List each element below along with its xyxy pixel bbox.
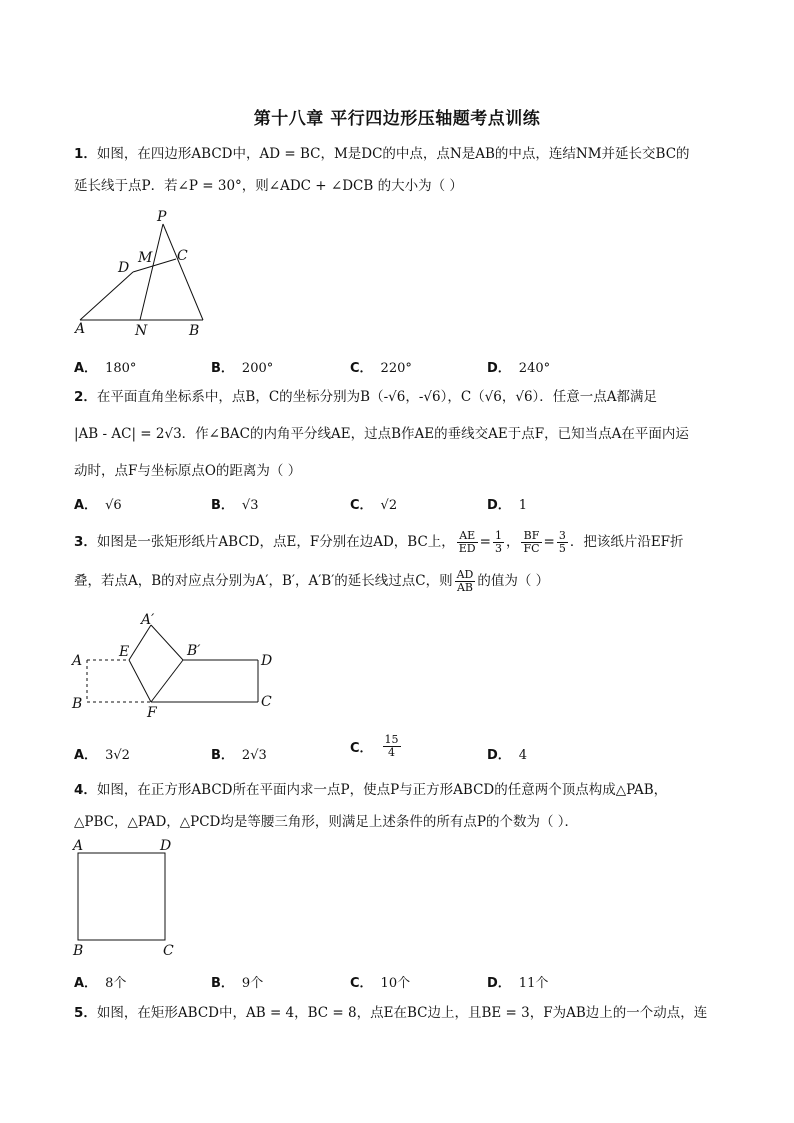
q2-text-1: 在平面直角坐标系中，点B，C的坐标分别为B（-√6，-√6），C（√6，√6）．任意一点A都满足 xyxy=(96,389,658,405)
q1-label-m: M xyxy=(138,250,153,266)
q1-seg-pb xyxy=(163,224,203,320)
q4-text-1: 如图，在正方形ABCD所在平面内求一点P，使点P与正方形ABCD的任意两个顶点构成△PAB， xyxy=(96,782,668,798)
q3-seg-bf xyxy=(151,660,183,702)
q2-option-c[interactable]: C． √2 xyxy=(350,498,398,513)
q2-option-d[interactable]: D． 1 xyxy=(487,498,528,513)
q1-label-n: N xyxy=(135,323,148,339)
q4-label-b: B xyxy=(73,943,84,959)
q1-label-a: A xyxy=(75,321,86,337)
q3-option-b[interactable]: B． 2√3 xyxy=(211,748,267,763)
q1-label-b: B xyxy=(189,323,200,339)
q1-option-c[interactable]: C． 220° xyxy=(350,361,412,376)
q3-text-1b: ．把该纸片沿EF折 xyxy=(569,534,684,550)
q3-label-b: B xyxy=(72,696,83,712)
q3-number: 3． xyxy=(74,534,97,550)
q3-frac-1-3: $\frac{1}{3}$ xyxy=(494,529,502,555)
q5-text-1: 如图，在矩形ABCD中，AB = 4，BC = 8，点E在BC边上，且BE = 3，F为AB边上的一个动点，连 xyxy=(96,1005,708,1021)
q4-label-c: C xyxy=(163,943,174,959)
q3-option-d[interactable]: D． 4 xyxy=(487,748,528,763)
q4-line2: △PBC，△PAD，△PCD均是等腰三角形，则满足上述条件的所有点P的个数为（ ）． xyxy=(74,814,579,830)
q3-text-1a: 如图是一张矩形纸片ABCD，点E，F分别在边AD，BC上， xyxy=(96,534,455,550)
q3-label-a: A xyxy=(72,653,83,669)
q3-text-2b: 的值为（ ） xyxy=(477,573,550,589)
q4-option-c[interactable]: C． 10个 xyxy=(350,976,411,991)
q2-option-a[interactable]: A． √6 xyxy=(74,498,122,513)
q3-line2 xyxy=(74,563,549,599)
q5-number: 5． xyxy=(74,1005,97,1021)
q4-square xyxy=(78,853,165,940)
q3-eq2: = xyxy=(543,534,555,550)
q3-frac-ad-ab: $\frac{AD}{AB}$ xyxy=(456,568,474,594)
q5-line1 xyxy=(74,1004,707,1022)
q1-seg-pn xyxy=(140,224,163,320)
q3-figure xyxy=(66,608,286,723)
q1-option-d[interactable]: D． 240° xyxy=(487,361,551,376)
q3-frac-3-5: $\frac{3}{5}$ xyxy=(558,529,566,555)
q1-label-d: D xyxy=(118,260,130,276)
q4-number: 4． xyxy=(74,782,97,798)
q4-option-a[interactable]: A． 8个 xyxy=(74,976,127,991)
q1-line2: 延长线于点P．若∠P = 30°，则∠ADC + ∠DCB 的大小为（ ） xyxy=(74,178,463,194)
q1-seg-ad xyxy=(80,272,133,320)
q1-option-b[interactable]: B． 200° xyxy=(211,361,274,376)
q4-label-a: A xyxy=(73,838,84,854)
q4-figure xyxy=(68,838,188,963)
q3-label-e: E xyxy=(119,644,130,660)
q1-label-c: C xyxy=(177,248,188,264)
q3-label-a-prime: A′ xyxy=(141,612,155,628)
q4-option-b[interactable]: B． 9个 xyxy=(211,976,264,991)
q3-eq1: = xyxy=(479,534,491,550)
q2-line3: 动时，点F与坐标原点O的距离为（ ） xyxy=(74,463,302,479)
q4-label-d: D xyxy=(160,838,172,854)
q1-option-a[interactable]: A． 180° xyxy=(74,361,137,376)
q3-label-d: D xyxy=(261,653,273,669)
q2-option-b[interactable]: B． √3 xyxy=(211,498,259,513)
q1-figure xyxy=(70,205,220,340)
q3-line1: 3．如图是一张矩形纸片ABCD，点E，F分别在边AD，BC上， $\frac{AE}{ED}$ = $\frac{1}{3}$ ， $\frac{BF}{FC}$ = $\frac{3}{5}$ ．把该纸片沿EF折 xyxy=(74,529,684,555)
q3-seg-ab xyxy=(151,625,183,660)
q1-text-1: 如图，在四边形ABCD中，AD = BC，M是DC的中点，点N是AB的中点，连结NM并延长交BC的 xyxy=(96,146,690,162)
q3-option-a[interactable]: A． 3√2 xyxy=(74,748,130,763)
q3-seg-ef xyxy=(129,660,151,702)
q2-line1 xyxy=(74,388,657,406)
q4-option-d[interactable]: D． 11个 xyxy=(487,976,549,991)
page-title: 第十八章 平行四边形压轴题考点训练 xyxy=(253,109,541,129)
q1-line1 xyxy=(74,145,690,163)
q3-frac-bf-fc: $\frac{BF}{FC}$ xyxy=(523,529,540,555)
q3-seg-ea xyxy=(129,625,151,660)
q3-label-f: F xyxy=(147,705,157,721)
q3-option-c-frac: $\frac{15}{4}$ xyxy=(384,733,399,759)
q2-line2: |AB - AC| = 2√3．作∠BAC的内角平分线AE，过点B作AE的垂线交AE于点F，已知当点A在平面内运 xyxy=(74,426,689,442)
q2-number: 2． xyxy=(74,389,97,405)
q3-label-b-prime: B′ xyxy=(187,643,201,659)
q1-number: 1． xyxy=(74,146,97,162)
q4-line1 xyxy=(74,781,667,799)
q3-label-c: C xyxy=(261,694,272,710)
q3-frac-ae-ed: $\frac{AE}{ED}$ xyxy=(458,529,476,555)
q3-option-c[interactable]: C． $\frac{15}{4}$ xyxy=(350,733,399,759)
q3-text-2a: 叠，若点A，B的对应点分别为A′，B′，A′B′的延长线过点C，则 xyxy=(74,573,453,589)
q1-label-p: P xyxy=(157,209,167,225)
